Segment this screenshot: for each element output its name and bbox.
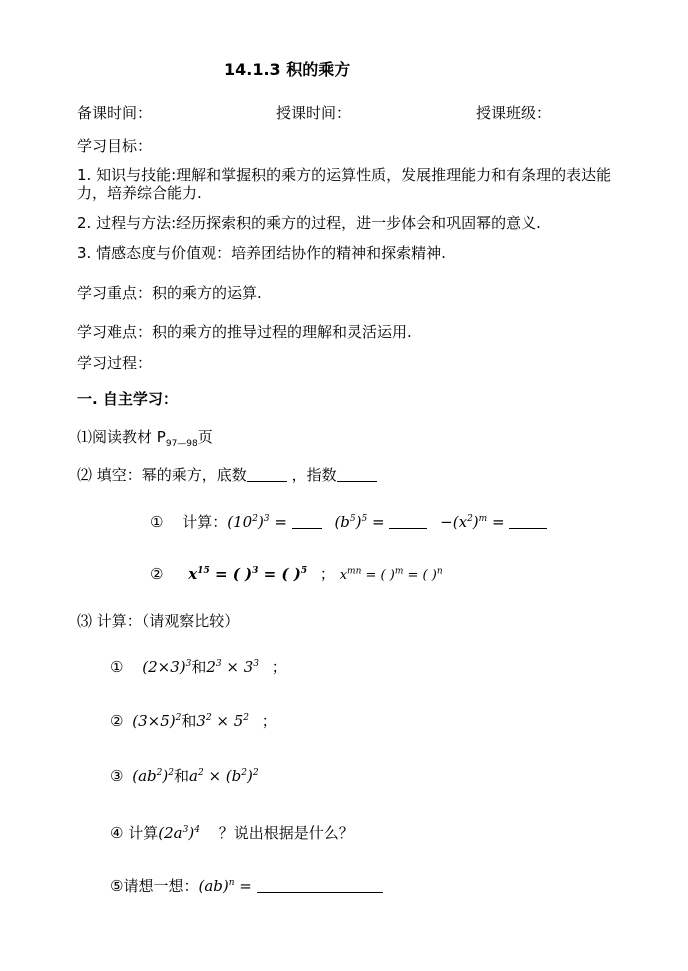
equals-sign: =	[372, 513, 385, 531]
objective-1-line-2: 力，培养综合能力.	[77, 184, 202, 202]
question-1-text: 阅读教材 P	[92, 428, 166, 446]
expr-3x5-squared: $(3\times 5)^2$	[132, 712, 182, 730]
expr-x15-identities: $x^{15}$ = ( )$^3$ = ( )$^5$	[188, 565, 308, 583]
answer-blank-3[interactable]	[509, 514, 547, 529]
question-3d	[110, 823, 354, 843]
expr-b5-fifth: $(b^5)^5$	[334, 513, 368, 531]
equals-sign: =	[491, 513, 505, 531]
question-3b-number: ②	[110, 712, 124, 730]
objective-1-line-1: 1. 知识与技能:理解和掌握积的乘方的运算性质，发展推理能力和有条理的表达能	[77, 166, 612, 184]
semicolon: ；	[271, 658, 287, 676]
question-2b-number: ②	[150, 565, 164, 583]
question-3e-number: ⑤	[110, 877, 124, 895]
exponent-blank[interactable]	[337, 467, 377, 482]
objective-3: 3. 情感态度与价值观：培养团结协作的精神和探索精神.	[77, 244, 446, 262]
expr-2-cubed-times-3-cubed: $2^3 \times 3^3$	[206, 658, 260, 676]
separator: ；	[319, 565, 335, 583]
and-word: 和	[181, 712, 197, 730]
question-3e	[110, 876, 383, 896]
answer-blank-ab-n[interactable]	[257, 878, 383, 893]
expr-2x3-cubed: $(2\times 3)^3$	[142, 658, 192, 676]
question-2-mid: ，指数	[291, 466, 337, 484]
question-2a-number: ①	[150, 513, 164, 531]
answer-blank-1[interactable]	[292, 514, 322, 529]
question-1-number: ⑴	[77, 428, 93, 446]
question-1-pages: 97—98	[165, 439, 198, 449]
expr-a2-times-b2-squared: $a^2 \times (b^2)^2$	[188, 767, 259, 785]
question-3a-number: ①	[110, 658, 124, 676]
expr-3-sq-times-5-sq: $3^2 \times 5^2$	[196, 712, 250, 730]
objectives-heading: 学习目标：	[77, 137, 153, 155]
difficulty: 学习难点：积的乘方的推导过程的理解和灵活运用.	[77, 323, 412, 341]
expr-neg-x2-m: $-(x^2)^m$	[440, 513, 488, 531]
question-3d-label: 计算	[128, 824, 159, 842]
and-word: 和	[191, 658, 207, 676]
question-3	[77, 611, 239, 631]
question-3b	[110, 711, 277, 731]
objective-2: 2. 过程与方法:经历探索积的乘方的过程，进一步体会和巩固幂的意义.	[77, 214, 541, 232]
expr-xmn-identities: $x^{mn}$ = ( )$^m$ = ( )$^n$	[339, 566, 443, 583]
and-word: 和	[173, 767, 189, 785]
question-3e-label: 请想一想：	[123, 877, 199, 895]
class-label: 授课班级：	[476, 104, 552, 122]
question-3c-number: ③	[110, 767, 124, 785]
equals-sign: =	[274, 513, 287, 531]
question-2b	[150, 564, 443, 586]
question-2-text: 填空：幂的乘方，底数	[96, 466, 247, 484]
prep-time-label: 备课时间：	[77, 104, 153, 122]
answer-blank-2[interactable]	[389, 514, 427, 529]
expr-2a3-fourth: $(2a^3)^4$	[158, 824, 200, 842]
semicolon: ；	[261, 712, 277, 730]
expr-10-squared-cubed: $(10^2)^3$	[227, 513, 270, 531]
question-2a	[150, 512, 547, 532]
question-1	[77, 427, 213, 447]
key-point: 学习重点：积的乘方的运算.	[77, 284, 262, 302]
process-heading: 学习过程：	[77, 354, 153, 372]
teach-time-label: 授课时间：	[276, 104, 352, 122]
question-3d-question: ？说出根据是什么？	[218, 824, 354, 842]
question-2-number: ⑵	[77, 466, 93, 484]
page-title: 14.1.3 积的乘方	[224, 60, 351, 79]
question-1-suffix: 页	[197, 428, 213, 446]
question-3a	[110, 657, 287, 677]
expr-ab2-squared: $(ab^2)^2$	[132, 767, 174, 785]
base-blank[interactable]	[247, 467, 287, 482]
question-3-number: ⑶	[77, 612, 93, 630]
question-2	[77, 465, 377, 485]
question-3d-number: ④	[110, 824, 124, 842]
question-2a-label: 计算：	[182, 513, 228, 531]
section-1-heading: 一. 自主学习：	[77, 390, 178, 408]
question-3-text: 计算：（请观察比较）	[96, 612, 240, 630]
expr-ab-n: (ab)$^n$ =	[198, 877, 252, 895]
question-3c	[110, 766, 259, 786]
